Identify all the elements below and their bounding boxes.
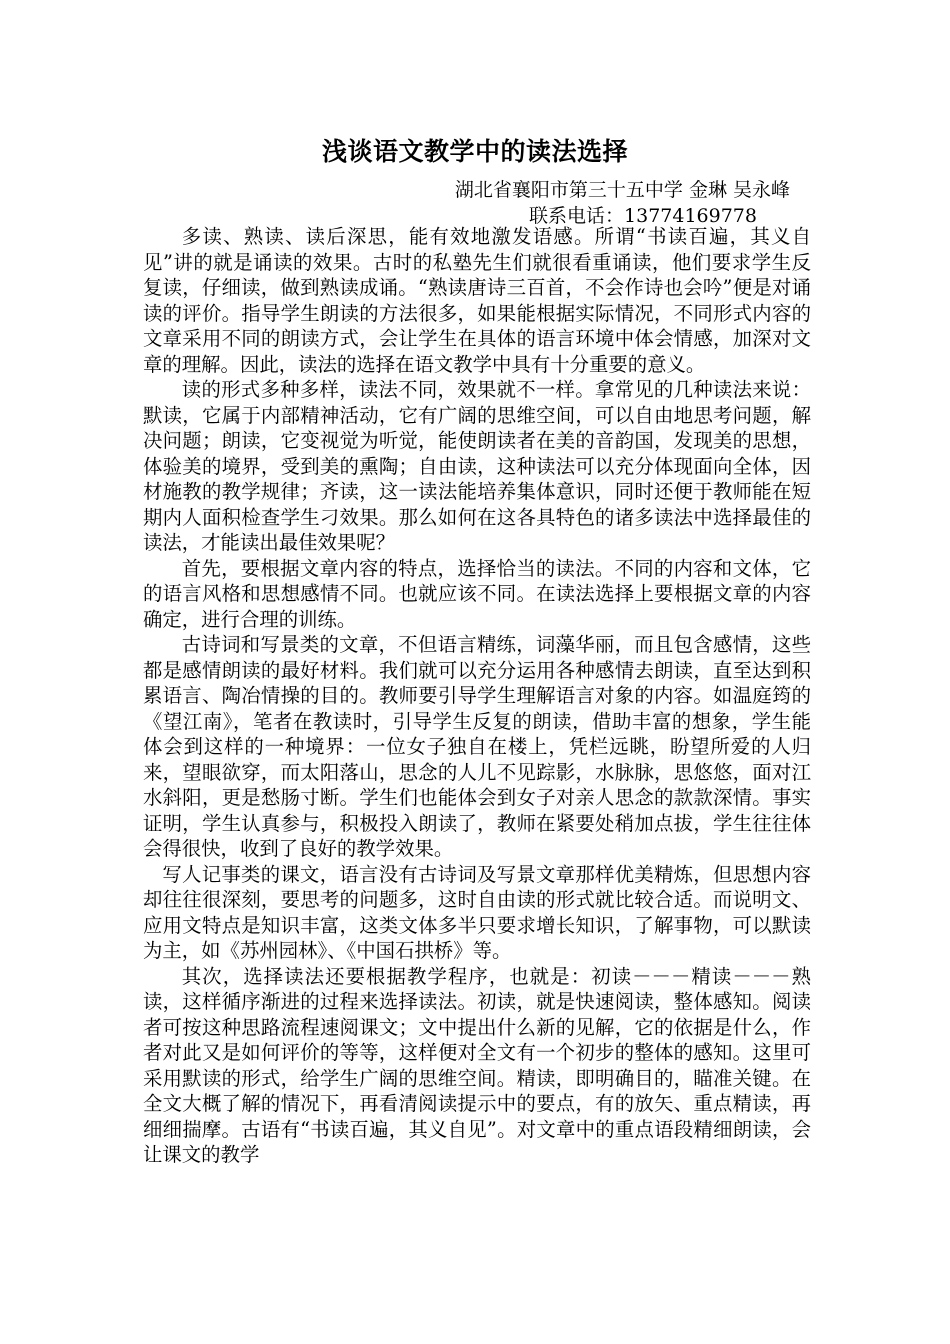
document-title: 浅谈语文教学中的读法选择 bbox=[321, 137, 628, 166]
paragraph-5: 写人记事类的课文，语言没有古诗词及写景文章那样优美精炼，但思想内容却往往很深刻，要思考的问题多，这时自由读的形式就比较合适。而说明文、应用文特点是知识丰富，这类文体多半只要求增长知识，了解事物，可以默读为主，如《苏州园林》、《中国石拱桥》等。 bbox=[143, 862, 811, 962]
author-line: 湖北省襄阳市第三十五中学 金琳 吴永峰 bbox=[454, 179, 790, 201]
paragraph-3: 首先，要根据文章内容的特点，选择恰当的读法。不同的内容和文体，它的语言风格和思想感情不同。也就应该不同。在读法选择上要根据文章的内容确定，进行合理的训练。 bbox=[143, 556, 811, 631]
paragraph-4: 古诗词和写景类的文章，不但语言精练，词藻华丽，而且包含感情，这些都是感情朗读的最好材料。我们就可以充分运用各种感情去朗读，直至达到积累语言、陶冶情操的目的。教师要引导学生理解语言对象的内容。如温庭筠的《望江南》，笔者在教读时，引导学生反复的朗读，借助丰富的想象，学生能体会到这样的一种境界：一位女子独自在楼上，凭栏远眺，盼望所爱的人归来，望眼欲穿，而太阳落山，思念的人儿不见踪影，水脉脉，思悠悠，面对江水斜阳，更是愁肠寸断。学生们也能体会到女子对亲人思念的款款深情。事实证明，学生认真参与，积极投入朗读了，教师在紧要处稍加点拔，学生往往体会得很快，收到了良好的教学效果。 bbox=[143, 633, 811, 860]
paragraph-6: 其次，选择读法还要根据教学程序，也就是：初读－－－精读－－－熟读，这样循序渐进的过程来选择读法。初读，就是快速阅读，整体感知。阅读者可按这种思路流程速阅课文；文中提出什么新的见解，它的依据是什么，作者对此又是如何评价的等等，这样便对全文有一个初步的整体的感知。这里可采用默读的形式，给学生广阔的思维空间。精读，即明确目的，瞄准关键。在全文大概了解的情况下，再看清阅读提示中的要点，有的放矢、重点精读，再细细揣摩。古语有“书读百遍，其义自见”。对文章中的重点语段精细朗读，会让课文的教学 bbox=[143, 964, 811, 1166]
contact-line: 联系电话：13774169778 bbox=[529, 205, 757, 227]
paragraph-1: 多读、熟读、读后深思，能有效地激发语感。所谓“书读百遍，其义自见”讲的就是诵读的效果。古时的私塾先生们就很看重诵读，他们要求学生反复读，仔细读，做到熟读成诵。“熟读唐诗三百首，不会作诗也会吟”便是对诵读的评价。指导学生朗读的方法很多，如果能根据实际情况，不同形式内容的文章采用不同的朗读方式，会让学生在具体的语言环境中体会情感，加深对文章的理解。因此，读法的选择在语文教学中具有十分重要的意义。 bbox=[143, 225, 811, 376]
article-body bbox=[143, 224, 811, 1168]
paragraph-2: 读的形式多种多样，读法不同，效果就不一样。拿常见的几种读法来说：默读，它属于内部精神活动，它有广阔的思维空间，可以自由地思考问题，解决问题；朗读，它变视觉为听觉，能使朗读者在美的音韵国，发现美的思想，体验美的境界，受到美的熏陶；自由读，这种读法可以充分体现面向全体，因材施教的教学规律；齐读，这一读法能培养集体意识，同时还便于教师能在短期内人面积检查学生刁效果。那么如何在这各具特色的诸多读法中选择最佳的读法，才能读出最佳效果呢？ bbox=[143, 378, 811, 554]
